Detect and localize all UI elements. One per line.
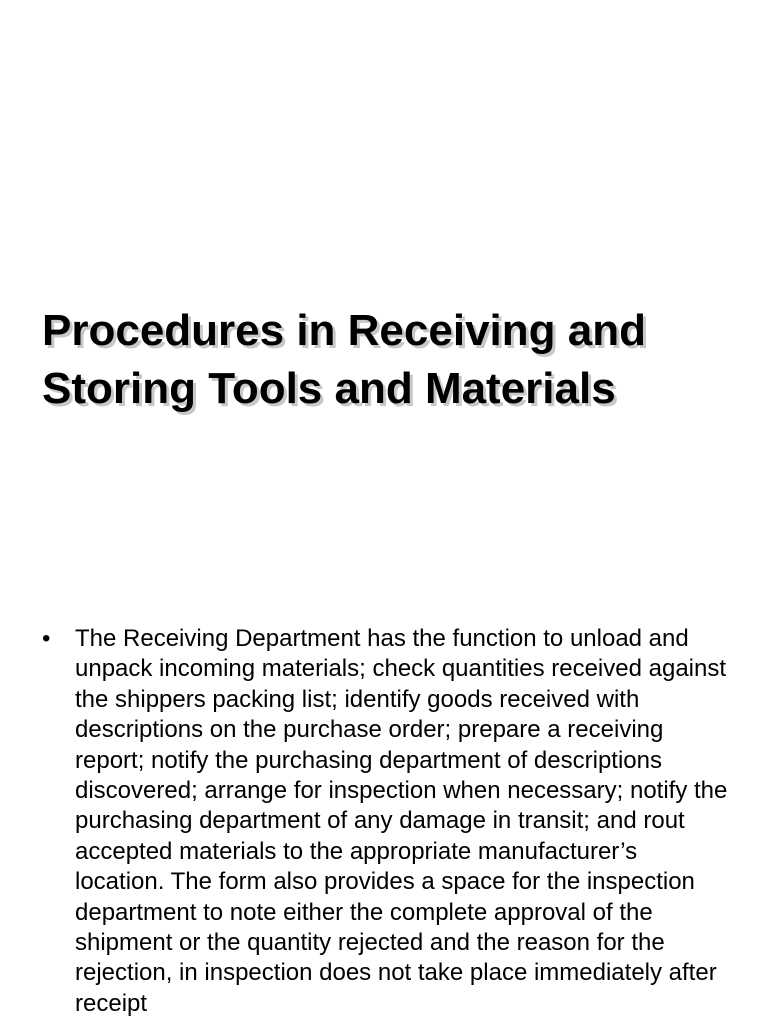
bullet-item (42, 624, 732, 1019)
slide-title: Procedures in Receiving and Storing Tools and Materials (42, 306, 646, 413)
bullet-text: The Receiving Department has the function to unload and unpack incoming materials; check quantities received against the shippers packing list; identify goods received with descriptions on the purchase order; prepare a receiving report; notify the purchasing department of descriptions discovered; arrange for inspection when necessary; notify the purchasing department of any damage in transit; and rout accepted materials to the appropriate manufacturer’s location. The form also provides a space for the inspection department to note either the complete approval of the shipment or the quantity rejected and the reason for the rejection, in inspection does not take place immediately after receipt (75, 625, 728, 1017)
bullet-list (42, 624, 732, 1019)
bullet-icon: • (42, 625, 51, 652)
